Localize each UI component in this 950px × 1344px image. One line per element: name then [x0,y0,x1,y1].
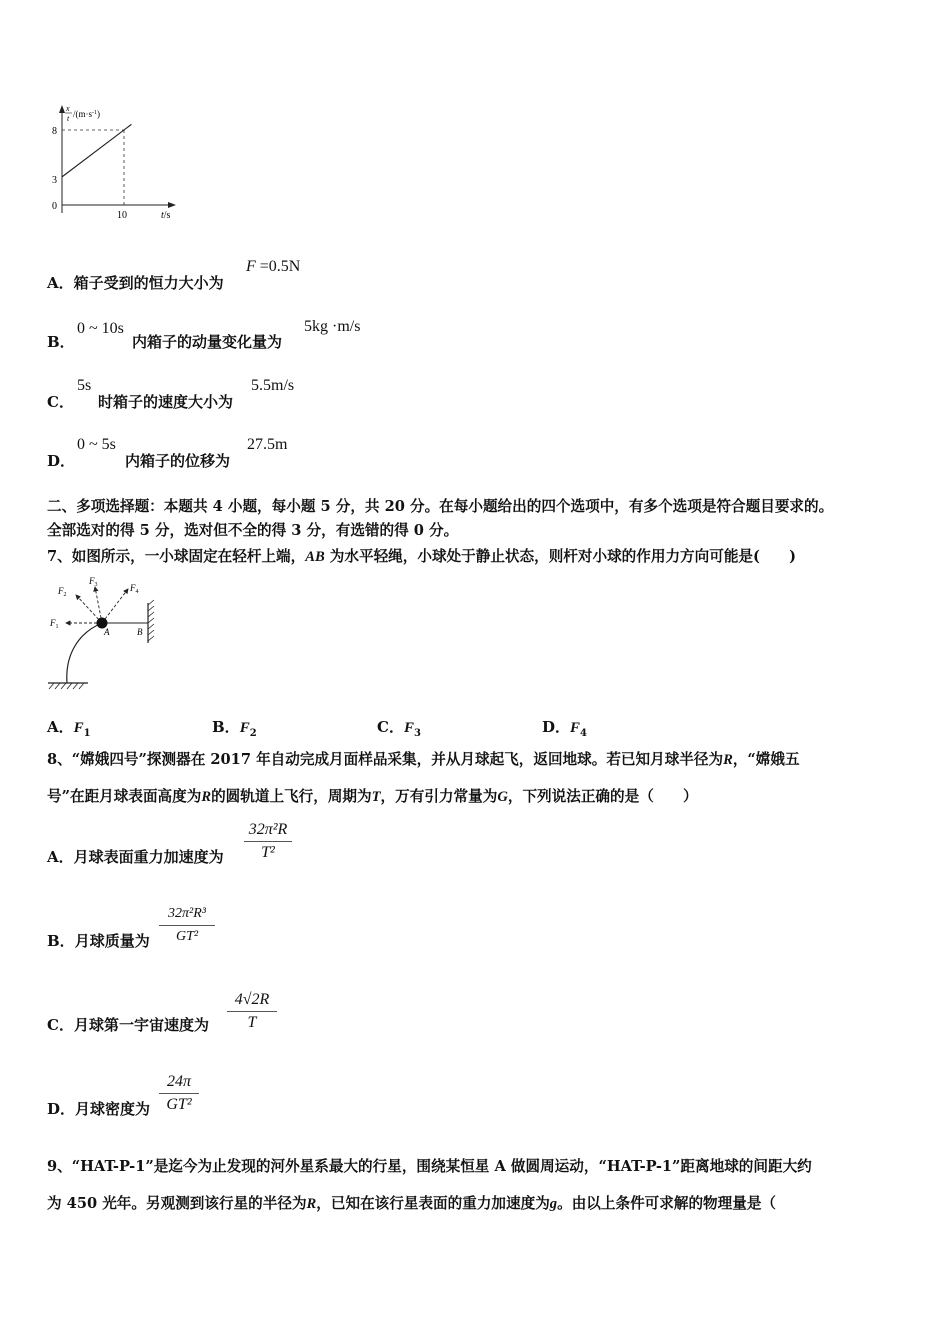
option-letter: C． [47,393,74,411]
q7-option-d[interactable]: D．$F_4$ [542,718,587,739]
fraction-numerator: 4√2R [234,991,270,1008]
q6-option-c-math: 5.5m/s [251,377,295,394]
label-f1: $F_1$ [50,618,59,630]
section2-line1: 二、多项选择题：本题共 4 小题，每小题 5 分，共 20 分。在每小题给出的四个选项中，有多个选项是符合题目要求的。 [47,498,834,515]
q8-option-b[interactable]: B．月球质量为 [47,932,150,950]
graph-origin: 0 [52,201,57,212]
curved-rod [67,623,102,683]
force-f4-arrow [102,589,128,623]
q7-option-c[interactable]: C．$F_3$ [377,718,421,739]
q6-option-b-math: 5kg ·m/s [304,318,361,335]
section2-line2: 全部选对的得 5 分，选对但不全的得 3 分，有选错的得 0 分。 [47,522,459,539]
fraction-denominator: GT² [175,929,199,944]
q6-option-b-pre: 0 ~ 10s [77,320,124,337]
q8-option-c[interactable]: C．月球第一宇宙速度为 [47,1016,209,1034]
q7-option-a[interactable]: A．$F_1$ [47,718,91,739]
force-f2-arrow [76,595,102,623]
q6-option-d[interactable] [47,450,75,471]
graph-x-arrow [168,202,176,208]
velocity-time-graph [40,95,200,230]
graph-ytick-8: 8 [52,126,57,137]
q8-stem-line2: 号”在距月球表面高度为R的圆轨道上飞行，周期为T，万有引力常量为G，下列说法正确的是（ ） [47,788,698,805]
label-b: B [137,627,143,637]
q6-option-a-math: F =0.5N [246,258,301,275]
q6-option-d-pre: 0 ~ 5s [77,436,116,453]
label-a: A [104,627,110,637]
label-f3: $F_3$ [89,576,98,588]
label-f4: $F_4$ [130,583,139,595]
q8-option-b-fraction [159,904,215,947]
force-f3-arrow [95,587,102,623]
q8-stem-line1: 8、“嫦娥四号”探测器在 2017 年自动完成月面样品采集，并从月球起飞，返回地球。若已知月球半径为R，“嫦娥五 [47,751,800,768]
q7-option-b[interactable]: B．$F_2$ [212,718,257,739]
q8-option-a[interactable]: A．月球表面重力加速度为 [47,848,224,866]
q6-option-b-text: 内箱子的动量变化量为 [132,333,283,351]
graph-xtick-10: 10 [117,210,127,221]
q6-option-d-text: 内箱子的位移为 [125,452,231,470]
option-letter: B． [47,333,75,351]
fraction-numerator: 32π²R [248,821,288,838]
option-text: 箱子受到的恒力大小为 [73,274,224,292]
fraction-numerator: 24π [166,1073,191,1090]
q6-option-c-text: 时箱子的速度大小为 [98,393,234,411]
graph-data-line [62,124,131,177]
fraction-denominator: GT² [166,1096,192,1113]
q8-option-a-fraction [244,820,292,863]
graph-ylabel-unit: $/(m\cdot s^{-1})$ [73,109,100,119]
q7-force-diagram [40,575,165,693]
fraction-denominator: T [247,1014,257,1031]
label-f2: $F_2$ [58,586,67,598]
fraction-denominator: T² [261,844,275,861]
q6-option-c-pre: 5s [77,377,92,394]
graph-ylabel-num: x [66,104,70,113]
graph-xlabel: t/s [161,210,171,221]
q8-option-d-fraction [159,1072,199,1115]
graph-y-arrow [59,105,65,113]
wall-hatch [148,600,154,641]
option-letter: A． [47,274,74,292]
q6-option-c[interactable] [47,391,74,412]
q8-option-d[interactable]: D．月球密度为 [47,1100,151,1118]
ground-hatch [49,683,84,689]
fraction-numerator: 32π²R³ [168,906,206,921]
graph-ylabel-den: t [67,114,70,123]
q6-option-a[interactable] [47,272,224,293]
q9-stem-line2: 为 450 光年。另观测到该行星的半径为R，已知在该行星表面的重力加速度为g。由以上条件可求解的物理量是（ [47,1195,777,1212]
q6-option-b[interactable] [47,331,75,352]
option-letter: D． [47,452,76,470]
q9-stem-line1: 9、“HAT-P-1”是迄今为止发现的河外星系最大的行星，围绕某恒星 A 做圆周运动，“HAT-P-1”距离地球的间距大约 [47,1158,812,1175]
q7-stem: 7、如图所示，一小球固定在轻杆上端，AB 为水平轻绳，小球处于静止状态，则杆对小球的作用力方向可能是( ) [47,548,797,565]
graph-ytick-3: 3 [52,175,57,186]
q6-option-d-math: 27.5m [247,436,288,453]
q8-option-c-fraction [227,990,277,1033]
